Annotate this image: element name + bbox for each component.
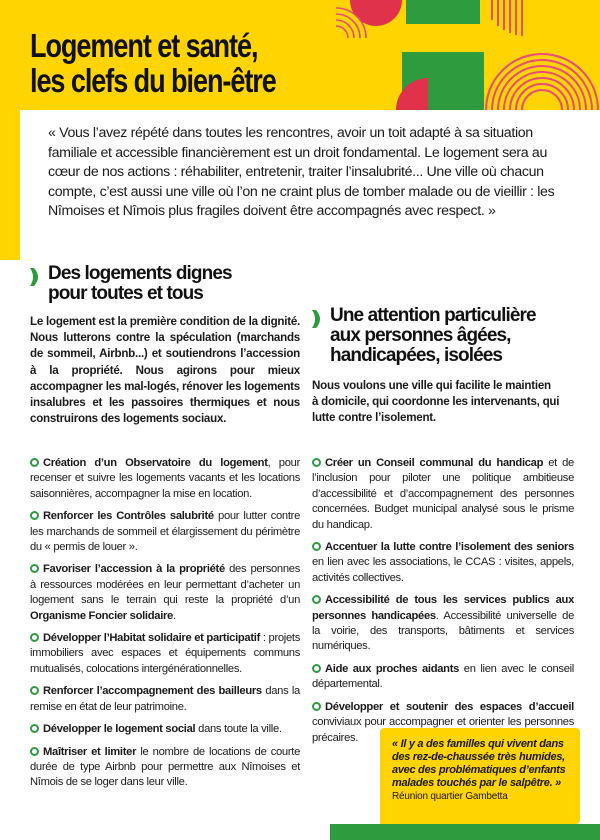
intro-quote: « Vous l’avez répété dans toutes les rencontres, avoir un toit adapté à sa situation familiale et accessible financièrement est un droit fondamental. Le logement sera au cœur de nos actions : réhabiliter, entretenir, traiter l’insalubrité... Une ville où chacun compte, c’est aussi une ville où l’on ne craint plus de tomber malade ou de vieillir : les Nîmoises et Nîmois plus fragiles doivent être accompagnés avec respect. » bbox=[48, 125, 555, 220]
list-item: Aide aux proches aidants en lien avec le conseil départemental. bbox=[312, 662, 574, 691]
page-title bbox=[30, 28, 301, 98]
footer-green-bar bbox=[330, 824, 600, 840]
right-section-title bbox=[330, 306, 536, 366]
right-title-line-3: handicapées, isolées bbox=[330, 345, 503, 366]
list-item: Accessibilité de tous les services publics aux personnes handicapées. Accessibilité universelle de la voirie, des transports, bâtiments et services numériques. bbox=[312, 594, 574, 653]
green-ring-icon bbox=[30, 564, 39, 573]
left-section-title bbox=[48, 264, 232, 304]
quote-text: « Il y a des familles qui vivent dans des rez-de-chaussée très humides, avec des problématiques d’enfants malades touchés par le salpêtre. » bbox=[392, 738, 566, 789]
left-section-heading bbox=[30, 264, 232, 304]
right-section-heading bbox=[312, 306, 536, 366]
list-item: Créer un Conseil communal du handicap et de l’inclusion pour piloter une politique ambitieuse d’accessibilité et d’accompagnement des personnes concernées. Budget municipal analysé sous le prisme du handicap. bbox=[312, 457, 574, 531]
list-item: Développer et soutenir des espaces d’accueil conviviaux pour accompagner et orienter les personnes précaires. bbox=[312, 700, 574, 744]
list-item: Renforcer les Contrôles salubrité pour lutter contre les marchands de sommeil et élargissement du périmètre du « permis de louer ». bbox=[30, 510, 300, 554]
decorative-graphic bbox=[336, 0, 600, 110]
header-side-bar bbox=[0, 110, 20, 260]
list-item: Accentuer la lutte contre l’isolement des seniors en lien avec les associations, le CCAS : visites, appels, activités collectives. bbox=[312, 541, 574, 584]
section-arrow-icon bbox=[30, 268, 42, 286]
list-item: Maîtriser et limiter le nombre de locations de courte durée de type Airbnb pour permettre aux Nîmoises et Nîmois de se loger dans leur ville. bbox=[30, 745, 301, 789]
right-title-line-1: Une attention particulière bbox=[330, 305, 536, 326]
green-ring-icon bbox=[30, 686, 39, 695]
green-ring-icon bbox=[30, 633, 39, 642]
green-ring-icon bbox=[312, 458, 321, 467]
right-title-line-2: aux personnes âgées, bbox=[330, 325, 511, 346]
green-ring-icon bbox=[30, 724, 39, 733]
green-ring-icon bbox=[312, 664, 321, 673]
green-ring-icon bbox=[312, 542, 321, 551]
list-item: Favoriser l’accession à la propriété des personnes à ressources modérées en leur permettant d’acheter un logement sans le terrain qui reste la propriété d’un Organisme Foncier solidaire. bbox=[30, 563, 300, 622]
list-item: Création d’un Observatoire du logement, pour recenser et suivre les logements vacants et les locations saisonnières, accompagner la mise en location. bbox=[30, 457, 300, 500]
section-arrow-icon bbox=[312, 310, 324, 328]
list-item: Renforcer l’accompagnement des bailleurs dans la remise en état de leur patrimoine. bbox=[30, 685, 300, 713]
green-ring-icon bbox=[312, 702, 321, 711]
title-line-1: Logement et santé, bbox=[30, 27, 258, 64]
left-title-line-1: Des logements dignes bbox=[48, 263, 232, 284]
list-item: Développer l’Habitat solidaire et participatif : projets immobiliers avec espaces et équipements communs mutualisés, colocations intergénérationnelles. bbox=[30, 632, 300, 675]
green-ring-icon bbox=[312, 595, 321, 604]
right-bullet-list bbox=[312, 456, 574, 753]
left-title-line-2: pour toutes et tous bbox=[48, 283, 203, 304]
green-ring-icon bbox=[30, 458, 39, 467]
title-line-2: les clefs du bien-être bbox=[30, 62, 276, 99]
testimonial-quote-box bbox=[380, 728, 580, 824]
green-ring-icon bbox=[30, 511, 39, 520]
left-section-intro: Le logement est la première condition de la dignité. Nous lutterons contre la spéculation (marchands de sommeil, Airbnb...) et soutiendrons l’accession à la propriété. Nous agirons pour mieux accompagner les mal-logés, rénover les logements insalubres et les passoires thermiques et nous construirons des logements sociaux. bbox=[30, 315, 300, 426]
left-bullet-list bbox=[30, 456, 300, 798]
quote-source: Réunion quartier Gambetta bbox=[392, 791, 508, 802]
green-ring-icon bbox=[30, 747, 39, 756]
right-section-intro: Nous voulons une ville qui facilite le maintien à domicile, qui coordonne les intervenants, qui lutte contre l’isolement. bbox=[312, 379, 560, 425]
list-item: Développer le logement social dans toute la ville. bbox=[30, 722, 300, 737]
